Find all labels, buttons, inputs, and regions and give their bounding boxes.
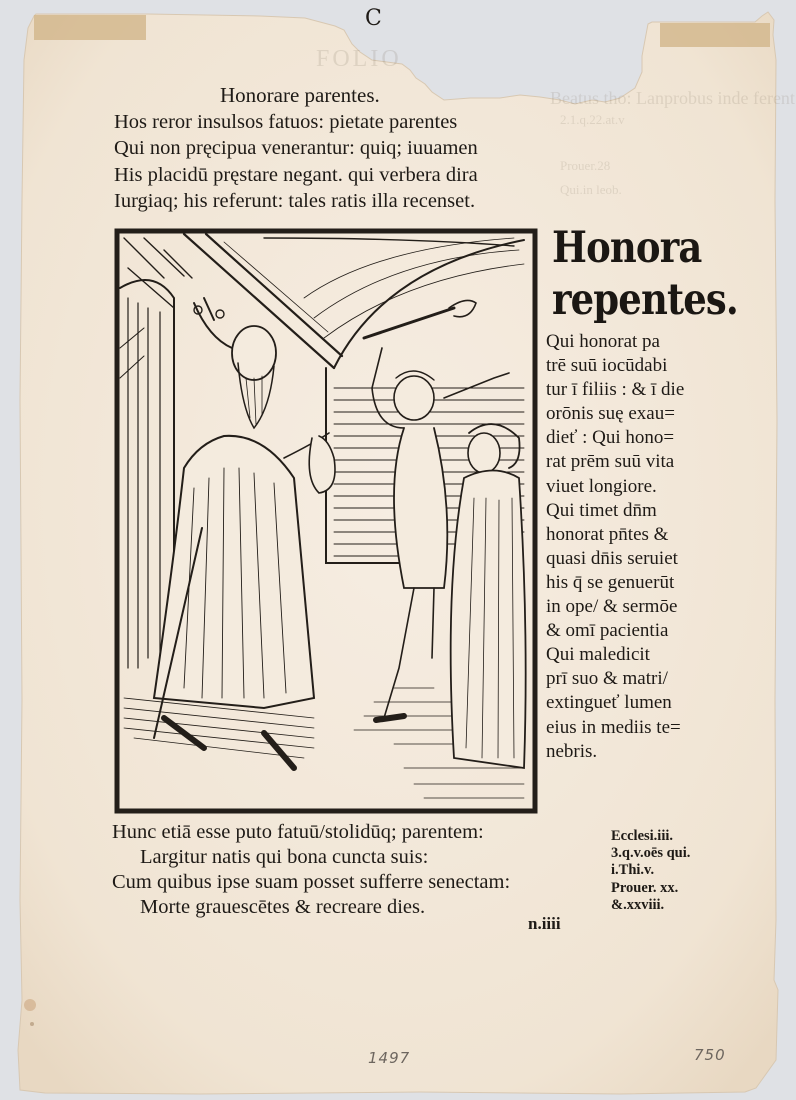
show-through-line: Beatus tho: Lanprobus inde ferent bbox=[550, 88, 795, 108]
commentary-line: prī suo & matri/ bbox=[546, 668, 668, 690]
heading-line: Honora bbox=[552, 223, 702, 273]
commentary-line: Qui maledicit bbox=[546, 644, 650, 666]
commentary-line: in ope/ & sermōe bbox=[546, 596, 678, 618]
commentary-line: extingueť lumen bbox=[546, 692, 672, 714]
reference-line: 3.q.v.oēs qui. bbox=[611, 845, 691, 862]
marginal-references bbox=[611, 828, 690, 914]
reference-line: &.xxviii. bbox=[611, 896, 665, 913]
show-through-folio: FOLIO bbox=[316, 46, 402, 72]
gothic-heading bbox=[552, 222, 738, 326]
commentary-line: Qui honorat pa bbox=[546, 331, 660, 352]
verse-line: Iurgiaq; his referunt: tales ratis illa recenset. bbox=[114, 190, 476, 212]
commentary-line: orōnis suę exau= bbox=[546, 403, 675, 425]
verse-top bbox=[114, 82, 554, 215]
reference-line: Ecclesi.iii. bbox=[611, 828, 674, 844]
verse-line: Hunc etiā esse puto fatuū/stolidūq; parentem: bbox=[112, 821, 484, 843]
commentary-line: rat prēm suū vita bbox=[546, 451, 675, 473]
commentary-line: trē suū iocūdabi bbox=[546, 355, 668, 377]
woodcut-illustration bbox=[114, 228, 538, 818]
show-through-note: Prouer.28 bbox=[560, 158, 611, 173]
side-commentary bbox=[546, 330, 736, 764]
show-through-note: Qui.in leob. bbox=[560, 182, 622, 197]
tape-strip-right bbox=[660, 23, 770, 47]
commentary-line: quasi dn̄is seruiet bbox=[546, 547, 678, 569]
commentary-line: viuet longiore. bbox=[546, 475, 657, 497]
verse-bottom bbox=[112, 820, 602, 920]
verse-title: Honorare parentes. bbox=[220, 83, 380, 107]
tape-strip-left bbox=[34, 15, 146, 40]
commentary-line: honorat pn̄tes & bbox=[546, 523, 669, 545]
verse-line: His placidū pręstare negant. qui verbera dira bbox=[114, 163, 478, 186]
verse-line: Qui non pręcipua venerantur: quiq; iuuamen bbox=[114, 137, 478, 159]
commentary-line: Qui timet dn̄m bbox=[546, 499, 657, 521]
pencil-number-note: 750 bbox=[694, 1046, 726, 1064]
verse-line: Morte grauescētes & recreare dies. bbox=[140, 896, 426, 918]
heading-line: repentes. bbox=[552, 275, 738, 325]
reference-line: Prouer. xx. bbox=[611, 879, 679, 896]
verse-line: Hos reror insulsos fatuos: pietate parentes bbox=[114, 110, 458, 133]
commentary-line: tur ī filiis : & ī die bbox=[546, 379, 685, 401]
folio-letter: C bbox=[365, 6, 382, 31]
commentary-line: & omī pacientia bbox=[546, 620, 669, 642]
pencil-date-note: 1497 bbox=[368, 1049, 411, 1067]
commentary-line: nebris. bbox=[546, 740, 598, 762]
reference-line: i.Thi.v. bbox=[611, 862, 655, 879]
commentary-line: dieť : Qui hono= bbox=[546, 427, 675, 449]
verse-line: Largitur natis qui bona cuncta suis: bbox=[140, 846, 429, 868]
commentary-line: eius in mediis te= bbox=[546, 716, 681, 738]
show-through-note: 2.1.q.22.at.v bbox=[560, 112, 625, 127]
signature-mark: n.iiii bbox=[528, 914, 561, 933]
commentary-line: his q̄ se genuerūt bbox=[546, 571, 675, 593]
verse-line: Cum quibus ipse suam posset sufferre senectam: bbox=[112, 871, 511, 893]
